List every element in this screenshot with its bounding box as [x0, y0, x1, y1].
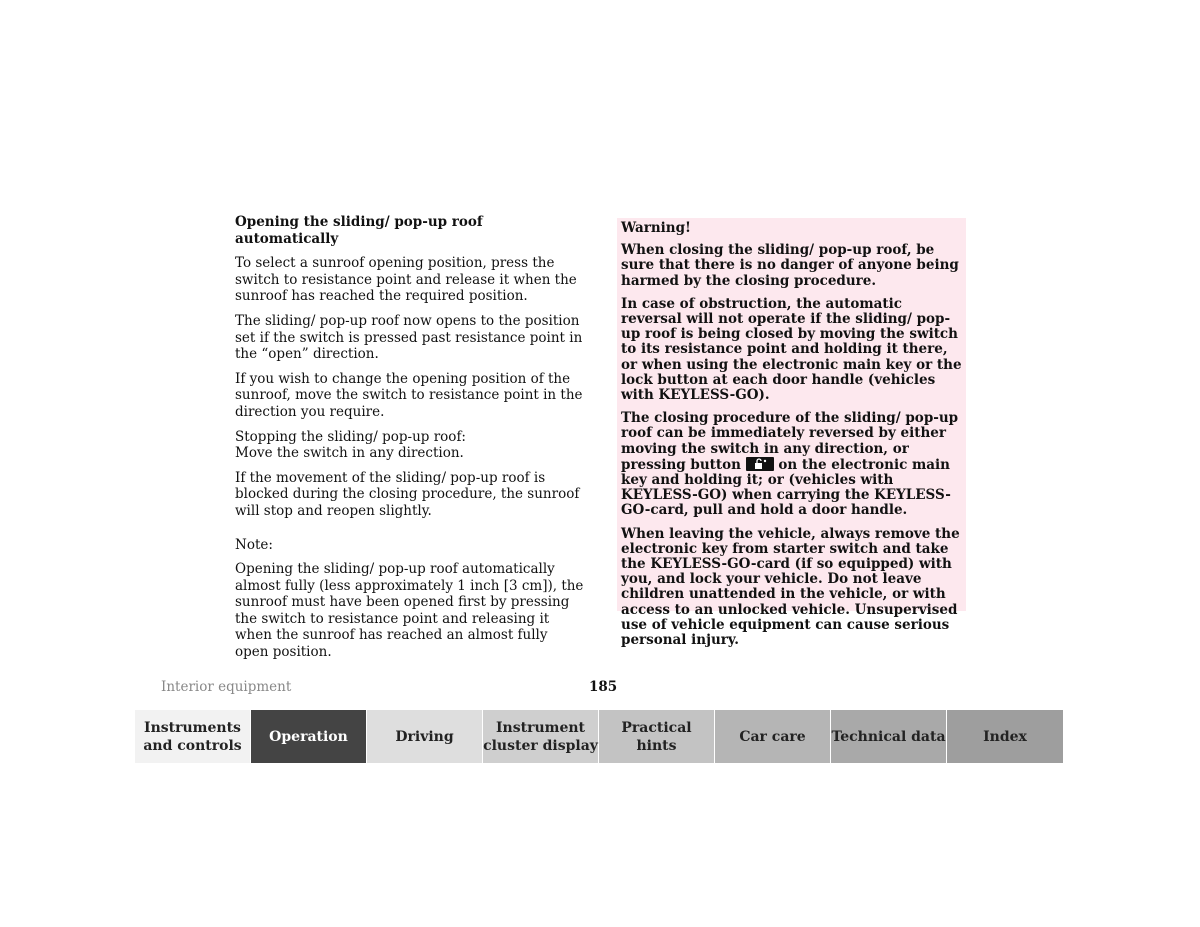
page-number: 185	[589, 679, 618, 695]
stopping-text: Move the switch in any direction.	[235, 445, 464, 462]
paragraph: To select a sunroof opening position, press the switch to resistance point and release it when the sunroof has reached the required position.	[235, 255, 577, 305]
section-heading: Opening the sliding/ pop-up roof automatically	[235, 214, 483, 247]
paragraph: If you wish to change the opening position of the sunroof, move the switch to resistance point in the direction you require.	[235, 370, 583, 420]
tab-operation[interactable]: Operation	[251, 710, 367, 763]
stopping-label: Stopping the sliding/ pop-up roof:	[235, 428, 466, 445]
paragraph: If the movement of the sliding/ pop-up roof is blocked during the closing procedure, the sunroof will stop and reopen slightly.	[235, 469, 580, 519]
warning-paragraph: In case of obstruction, the automatic reversal will not operate if the sliding/ pop-up roof is being closed by moving the switch to its resistance point and holding it there, or when using the electronic main key or the lock button at each door handle (vehicles with KEYLESS-GO).	[621, 295, 962, 404]
tab-technical-data[interactable]: Technical data	[831, 710, 947, 763]
tab-index[interactable]: Index	[947, 710, 1063, 763]
unlock-key-icon	[746, 457, 774, 471]
footer-section-title: Interior equipment	[161, 679, 292, 695]
chapter-nav-bar	[135, 710, 1065, 763]
tab-instruments-and-controls[interactable]: Instruments and controls	[135, 710, 251, 763]
paragraph	[235, 429, 585, 462]
note-label: Note:	[235, 536, 273, 553]
tab-practical-hints[interactable]: Practical hints	[599, 710, 715, 763]
tab-driving[interactable]: Driving	[367, 710, 483, 763]
warning-paragraph: When leaving the vehicle, always remove the electronic key from starter switch and take the KEYLESS-GO-card (if so equipped) with you, and lock your vehicle. Do not leave children unattended in the vehicle, or with access to an unlocked vehicle. Unsupervised use of vehicle equipment can cause serious personal injury.	[621, 525, 960, 649]
tab-car-care[interactable]: Car care	[715, 710, 831, 763]
warning-paragraph: The closing procedure of the sliding/ pop-up roof can be immediately reversed by either moving the switch in any direction, or pressing button on the electronic main key and holding it; or (vehicles with KEYLESS-GO) when carrying the KEYLESS-GO-card, pull and hold a door handle.	[621, 410, 959, 519]
warning-paragraph: When closing the sliding/ pop-up roof, be sure that there is no danger of anyone being harmed by the closing procedure.	[621, 242, 959, 289]
instructions-column	[235, 214, 585, 669]
paragraph: The sliding/ pop-up roof now opens to the position set if the switch is pressed past resistance point in the “open” direction.	[235, 312, 583, 363]
tab-instrument-cluster-display[interactable]: Instrument cluster display	[483, 710, 599, 763]
warning-box	[617, 218, 966, 649]
note-text: Opening the sliding/ pop-up roof automatically almost fully (less approximately 1 inch [3 cm]), the sunroof must have been opened first by pressing the switch to resistance point and releasing it when the sunroof has reached an almost fully open position.	[235, 561, 584, 661]
warning-title: Warning!	[621, 220, 691, 236]
